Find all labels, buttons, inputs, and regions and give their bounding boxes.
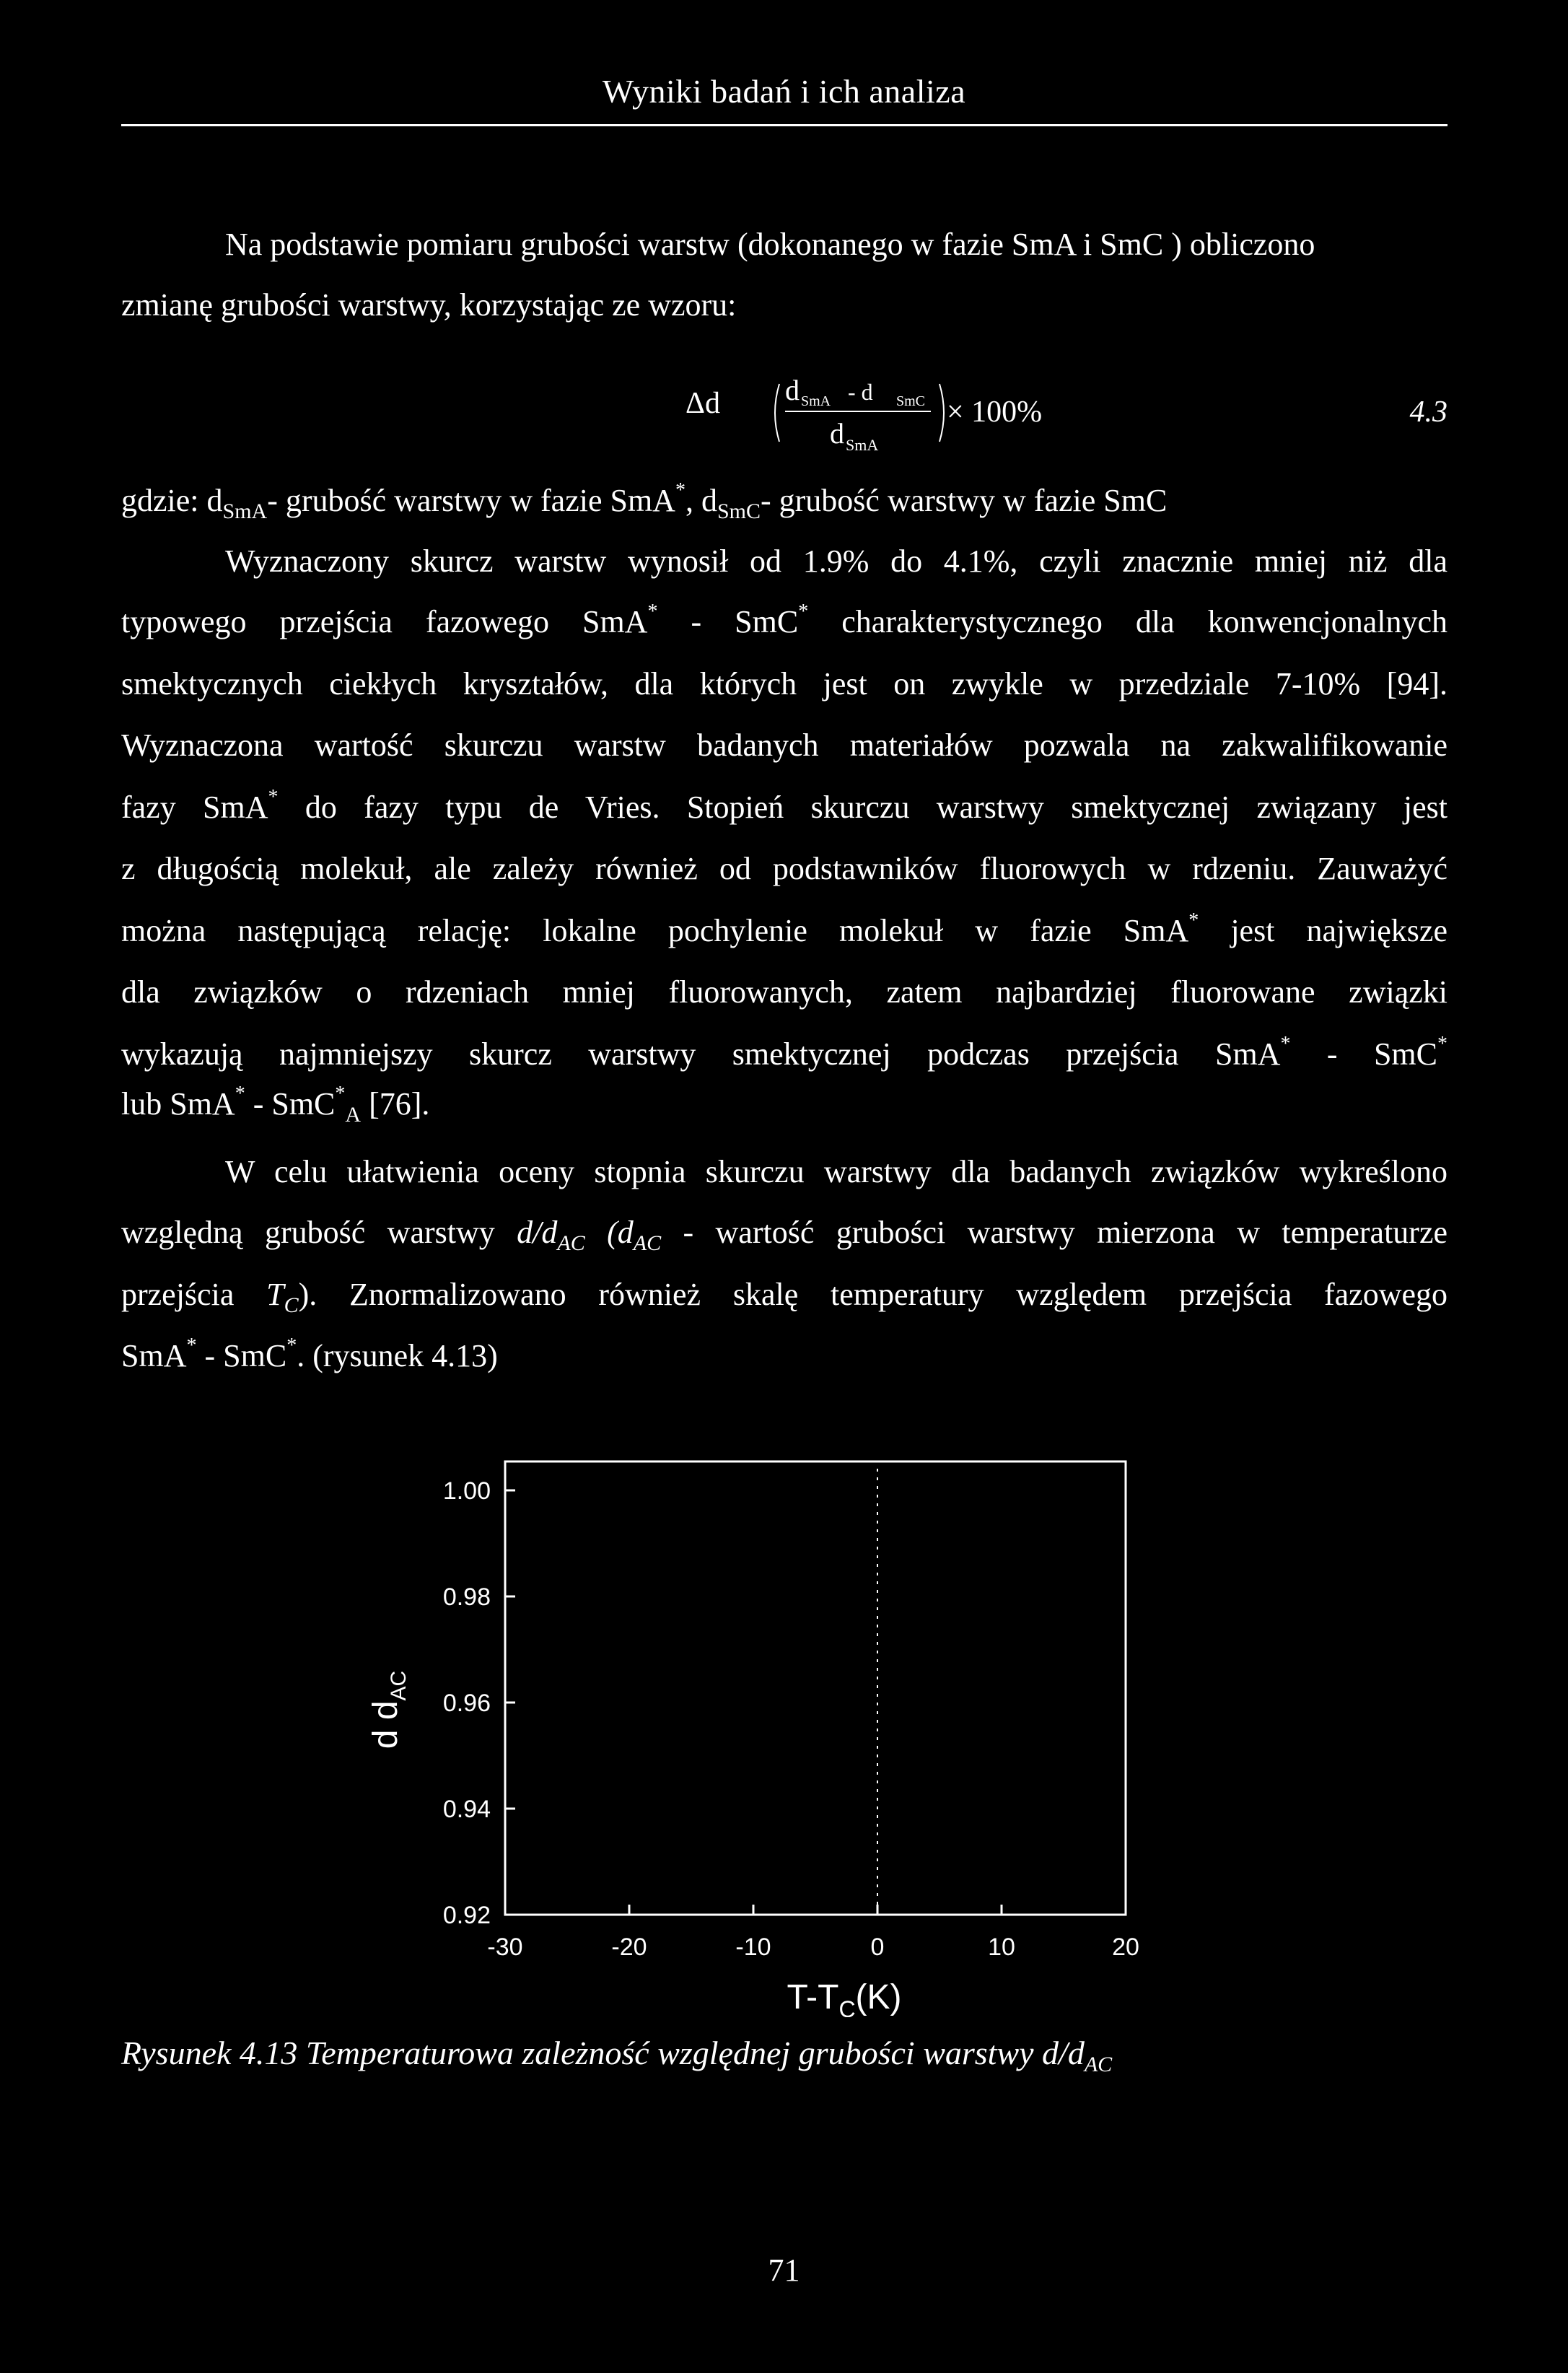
equation-graphic	[686, 370, 1450, 463]
eq-den-sub: SmA	[846, 436, 879, 454]
right-paren	[940, 384, 944, 442]
p1-line: Wyznaczony skurcz warstw wynosił od 1.9% do 4.1%, czyli znacznie mniej niż dla	[225, 543, 1447, 579]
y-tick-label: 0.98	[442, 1583, 491, 1611]
p2-line: SmA* - SmC*. (rysunek 4.13)	[121, 1334, 498, 1373]
y-tick-label: 0.92	[442, 1902, 491, 1929]
x-tick-label: -30	[487, 1933, 523, 1961]
p1-line: smektycznych ciekłych kryształów, dla których jest on zwykle w przedziale 7-10% [94].	[121, 666, 1447, 702]
y-axis-title: d $d_{AC}$	[367, 1670, 411, 1749]
y-tick-label: 1.00	[442, 1477, 491, 1505]
plot-frame	[505, 1461, 1126, 1915]
intro-line: zmianę grubości warstwy, korzystając ze wzoru:	[121, 287, 737, 323]
page-number: 71	[768, 2252, 800, 2288]
x-tick-label: 20	[1112, 1933, 1139, 1961]
where-text: gdzie: d	[121, 483, 223, 518]
x-axis-title: $T-T_C(K)$	[787, 1978, 902, 2017]
x-tick-label: 10	[988, 1933, 1015, 1961]
eq-minus: - d	[848, 379, 873, 405]
where-line	[121, 476, 1447, 527]
where-sub: SmC	[717, 499, 761, 523]
p1-line: Wyznaczona wartość skurczu warstw badanych materiałów pozwala na zakwalifikowanie	[121, 727, 1447, 763]
where-sub: SmA	[222, 499, 268, 523]
p2-line: W celu ułatwienia oceny stopnia skurczu warstwy dla badanych związków wykreślono	[225, 1154, 1447, 1189]
eq-lhs: Δd	[686, 387, 721, 420]
chart-svg	[317, 1440, 1183, 2017]
where-text: , d	[685, 483, 717, 518]
intro-line: Na podstawie pomiaru grubości warstw (dokonanego w fazie SmA i SmC ) obliczono	[225, 227, 1315, 262]
p2-line: przejścia $T_C$). Znormalizowano również skalę temperatury względem przejścia fazowego	[121, 1277, 1447, 1317]
eq-num-a: d	[785, 374, 800, 406]
running-head: Wyniki badań i ich analiza	[602, 73, 966, 110]
x-tick-label: 0	[870, 1933, 885, 1961]
eq-den: d	[830, 417, 844, 450]
x-tick-label: -10	[735, 1933, 771, 1961]
where-text: - grubość warstwy w fazie SmC	[760, 483, 1168, 518]
where-text: - grubość warstwy w fazie SmA	[267, 483, 675, 518]
p1-line: dla związków o rdzeniach mniej fluorowanych, zatem najbardziej fluorowane związki	[121, 974, 1447, 1010]
figure-4-13	[317, 1440, 1183, 2017]
p1-line: fazy SmA* do fazy typu de Vries. Stopień skurczu warstwy smektycznej związany jest	[121, 786, 1447, 825]
eq-num-b-sub: SmC	[896, 393, 926, 409]
y-tick-label: 0.94	[442, 1796, 491, 1823]
figure-caption: Rysunek 4.13 Temperaturowa zależność względnej grubości warstwy $d/d_{AC}$	[121, 2035, 1113, 2077]
p2-line: względną grubość warstwy $d/d_{AC}$ ($d_{AC}$ - wartość grubości warstwy mierzona w temperaturze	[121, 1215, 1447, 1255]
equation-4-3	[686, 370, 1450, 463]
equation-number: 4.3	[1409, 396, 1447, 429]
intro-paragraph	[121, 220, 1447, 328]
p1-line: typowego przejścia fazowego SmA* - SmC* charakterystycznego dla konwencjonalnych	[121, 600, 1447, 639]
left-paren	[775, 384, 779, 442]
p1-line: wykazują najmniejszy skurcz warstwy smektycznej podczas przejścia SmA* - SmC*	[121, 1033, 1447, 1072]
p1-line: można następującą relację: lokalne pochylenie molekuł w fazie SmA* jest największe	[121, 909, 1447, 948]
y-tick-label: 0.96	[442, 1690, 491, 1717]
body-paragraph-2	[121, 1148, 1447, 1386]
body-paragraph-1	[121, 537, 1447, 1129]
eq-num-a-sub: SmA	[801, 393, 831, 409]
eq-times: × 100%	[947, 396, 1043, 429]
p1-line: z długością molekuł, ale zależy również od podstawników fluorowych w rdzeniu. Zauważyć	[121, 851, 1447, 886]
p1-line: lub SmA* - SmC*$_A$ [76].	[121, 1083, 430, 1127]
where-star: *	[675, 479, 686, 502]
header-rule	[121, 124, 1447, 126]
x-tick-label: -20	[611, 1933, 647, 1961]
